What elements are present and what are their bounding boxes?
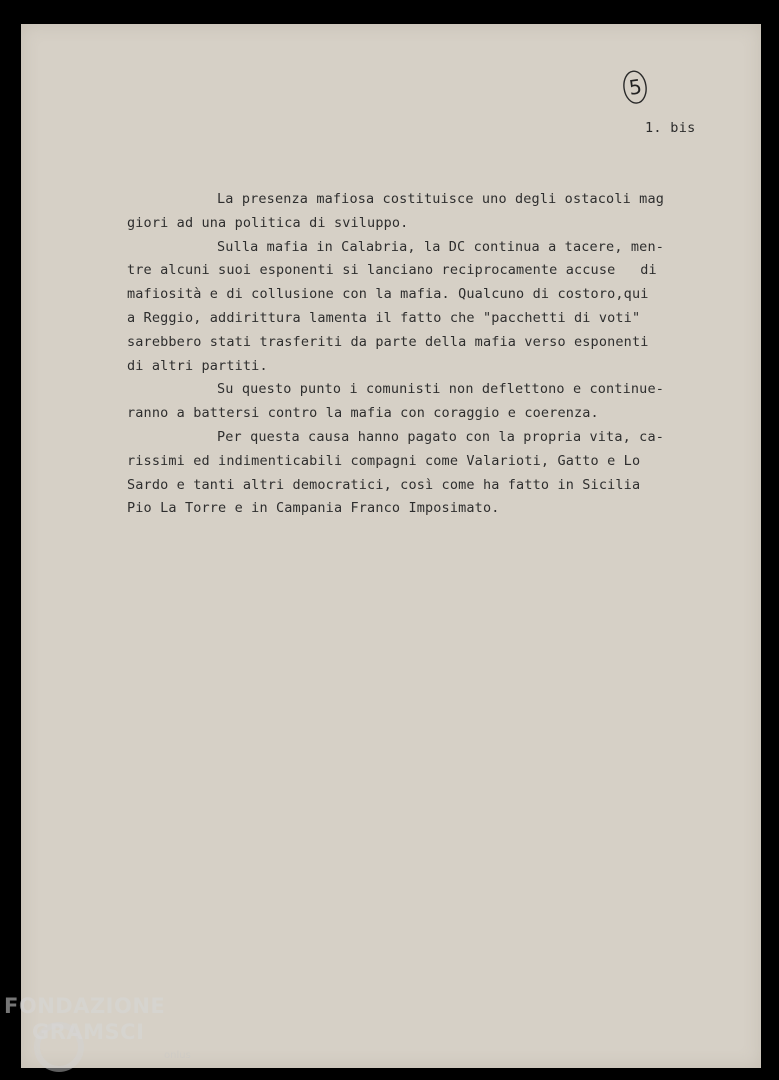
typewritten-text [127,188,707,521]
text-line-12: rissimi ed indimenticabili compagni come Valarioti, Gatto e Lo [127,452,641,469]
fondazione-gramsci-watermark [4,994,204,1074]
text-line-8: di altri partiti. [127,357,268,374]
circled-number-icon [619,66,654,108]
text-line-11: Per questa causa hanno pagato con la propria vita, ca- [217,428,664,445]
text-line-4: tre alcuni suoi esponenti si lanciano reciprocamente accuse di [127,262,657,279]
text-line-6: a Reggio, addirittura lamenta il fatto che "pacchetti di voti" [127,309,641,326]
text-line-5: mafiosità e di collusione con la mafia. Qualcuno di costoro,qui [127,286,649,303]
watermark-small: onlus [164,1050,191,1061]
text-line-9: Su questo punto i comunisti non deflettono e continue- [217,381,664,398]
text-line-10: ranno a battersi contro la mafia con coraggio e coerenza. [127,405,599,422]
text-line-14: Pio La Torre e in Campania Franco Imposimato. [127,500,500,517]
document-page [21,24,761,1068]
text-line-2: giori ad una politica di sviluppo. [127,214,409,231]
handwritten-page-number [619,66,654,108]
text-line-7: sarebbero stati trasferiti da parte della mafia verso esponenti [127,333,649,350]
watermark-line-1: FONDAZIONE [4,994,166,1018]
text-line-1: La presenza mafiosa costituisce uno degli ostacoli mag [217,191,664,207]
text-line-3: Sulla mafia in Calabria, la DC continua a tacere, men- [217,238,664,255]
text-line-13: Sardo e tanti altri democratici, così come ha fatto in Sicilia [127,476,641,493]
page-number-digit: 5 [627,74,644,100]
page-label: 1. bis [645,120,696,136]
watermark-line-2: GRAMSCI [32,1020,145,1044]
